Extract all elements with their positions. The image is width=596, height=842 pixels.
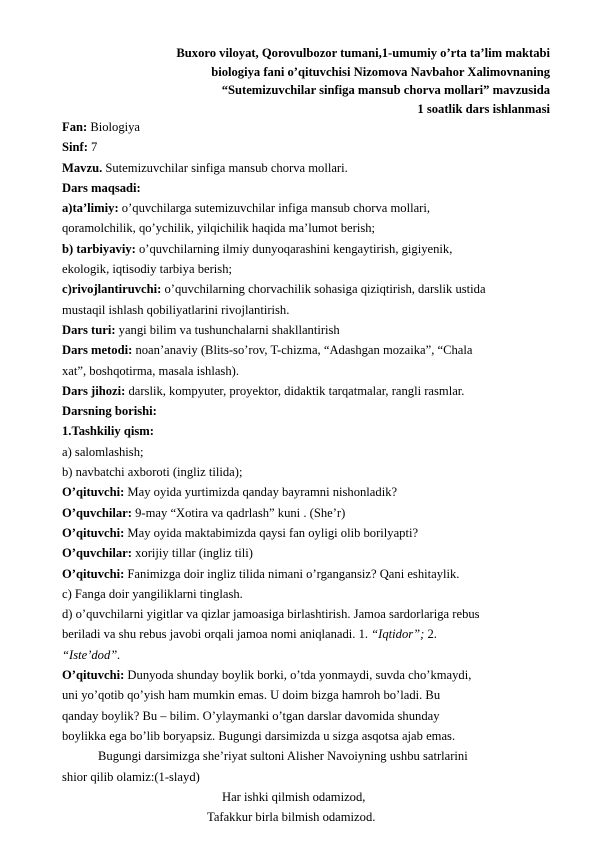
dialog-speaker: O’qituvchi: (62, 566, 125, 581)
talimiy-label: a)ta’limiy: (62, 201, 119, 216)
dialog-line (62, 482, 552, 502)
mavzu-line (62, 158, 552, 178)
dialog-text: Fanimizga doir ingliz tilida nimani o’rgangansiz? Qani eshitaylik. (124, 566, 460, 581)
rivojlantiruvchi-line-2: mustaqil ishlash qobiliyatlarini rivojlantirish. (62, 302, 290, 317)
dars-turi-line (62, 320, 552, 340)
team-name-2: “Iste’dod”. (62, 647, 121, 662)
dialog-line (62, 543, 552, 563)
closing-line-2: uni yo’qotib qo’yish ham mumkin emas. U doim bizga hamroh bo’ladi. Bu (62, 688, 441, 703)
tarbiyaviy-label: b) tarbiyaviy: (62, 241, 136, 256)
closing-line-4: boylikka ega bo’lib boryapsiz. Bugungi darsimizda u sizga asqotsa ajab emas. (62, 728, 456, 743)
closing-speaker: O’qituvchi: (62, 668, 125, 683)
dialog-speaker: O’qituvchi: (62, 485, 125, 500)
header-line: “Sutemizuvchilar sinfiga mansub chorva mollari” mavzusida (221, 83, 550, 97)
dars-jihozi-value: darslik, kompyuter, proyektor, didaktik tarqatmalar, rangli rasmlar. (125, 383, 465, 398)
team-separator: 2. (424, 627, 437, 642)
dialog-text: 9-may “Xotira va qadrlash” kuni . (She’r) (131, 505, 346, 520)
dars-metodi-line-2: xat”, boshqotirma, masala ishlash). (62, 363, 239, 378)
sinf-line (62, 137, 552, 157)
tarbiyaviy-line-2: ekologik, iqtisodiy tarbiya berish; (62, 262, 232, 277)
item-c: c) Fanga doir yangiliklarni tinglash. (62, 586, 243, 601)
dialog-speaker: O’quvchilar: (62, 546, 132, 561)
item-d-text: beriladi va shu rebus javobi orqali jamoa nomi aniqlanadi. 1. (62, 627, 372, 642)
header-line: biologiya fani o’qituvchisi Nizomova Navbahor Xalimovnaning (211, 64, 550, 79)
dars-jihozi-label: Dars jihozi: (62, 383, 126, 398)
rivojlantiruvchi-line (62, 279, 552, 299)
navoiy-line-2: shior qilib olamiz:(1-slayd) (62, 769, 200, 784)
tarbiyaviy-text: o’quvchilarning ilmiy dunyoqarashini kengaytirish, gigiyenik, (135, 241, 453, 256)
fan-value: Biologiya (87, 120, 141, 134)
darsning-borishi-heading: Darsning borishi: (62, 404, 157, 419)
fan-line (62, 117, 552, 137)
dialog-speaker: O’quvchilar: (62, 505, 132, 520)
dialog-text: May oyida maktabimizda qaysi fan oyligi olib borilyapti? (124, 525, 419, 540)
talimiy-line-2: qoramolchilik, qo’ychilik, yilqichilik haqida ma’lumot berish; (62, 221, 376, 236)
tashkiliy-qism-heading: 1.Tashkiliy qism: (62, 424, 154, 439)
closing-line-3: qanday boylik? Bu – bilim. O’ylaymanki o’tgan darslar davomida shunday (62, 708, 440, 723)
header-line: Buxoro viloyat, Qorovulbozor tumani,1-umumiy o’rta ta’lim maktabi (176, 46, 550, 60)
dialog-line (62, 564, 552, 584)
poem-line-2: Tafakkur birla bilmish odamizod. (207, 810, 376, 825)
closing-text: Dunyoda shunday boylik borki, o’tda yonmaydi, suvda cho’kmaydi, (124, 668, 472, 683)
dars-turi-value: yangi bilim va tushunchalarni shakllantirish (115, 322, 340, 337)
sinf-value: 7 (87, 140, 98, 155)
poem-line-1: Har ishki qilmish odamizod, (222, 789, 366, 804)
mavzu-label: Mavzu. (62, 160, 103, 175)
mavzu-value: Sutemizuvchilar sinfiga mansub chorva mollari. (102, 160, 348, 175)
item-d-line-1: d) o’quvchilarni yigitlar va qizlar jamoasiga birlashtirish. Jamoa sardorlariga rebus (62, 607, 480, 622)
dialog-text: xorijiy tillar (ingliz tili) (131, 546, 253, 561)
dars-metodi-label: Dars metodi: (62, 343, 133, 358)
dialog-line (62, 503, 552, 523)
item-d-line-2 (62, 624, 552, 644)
team-name-1: “Iqtidor”; (371, 627, 425, 642)
tarbiyaviy-line (62, 239, 552, 259)
dars-jihozi-line (62, 381, 552, 401)
dialog-text: May oyida yurtimizda qanday bayramni nishonladik? (124, 485, 398, 500)
rivojlantiruvchi-text: o’quvchilarning chorvachilik sohasiga qiziqtirish, darslik ustida (161, 282, 486, 297)
talimiy-line (62, 198, 552, 218)
tashkiliy-item-b: b) navbatchi axboroti (ingliz tilida); (62, 465, 243, 480)
document-header (90, 44, 550, 118)
document-body (62, 117, 552, 827)
dars-turi-label: Dars turi: (62, 322, 116, 337)
dars-maqsadi-heading: Dars maqsadi: (62, 180, 141, 195)
talimiy-text: o’quvchilarga sutemizuvchilar infiga mansub chorva mollari, (118, 201, 431, 216)
dars-metodi-text: noan’anaviy (Blits-so’rov, T-chizma, “Adashgan mozaika”, “Chala (132, 343, 473, 358)
dialog-speaker: O’qituvchi: (62, 525, 125, 540)
rivojlantiruvchi-label: c)rivojlantiruvchi: (62, 282, 162, 297)
sinf-label: Sinf: (62, 140, 88, 155)
dialog-line (62, 523, 552, 543)
dars-metodi-line (62, 340, 552, 360)
fan-label: Fan: (62, 120, 88, 134)
header-line: 1 soatlik dars ishlanmasi (417, 101, 550, 116)
navoiy-line-1: Bugungi darsimizga she’riyat sultoni Alisher Navoiyning ushbu satrlarini (98, 749, 468, 764)
closing-line (62, 665, 552, 685)
tashkiliy-item-a: a) salomlashish; (62, 444, 144, 459)
